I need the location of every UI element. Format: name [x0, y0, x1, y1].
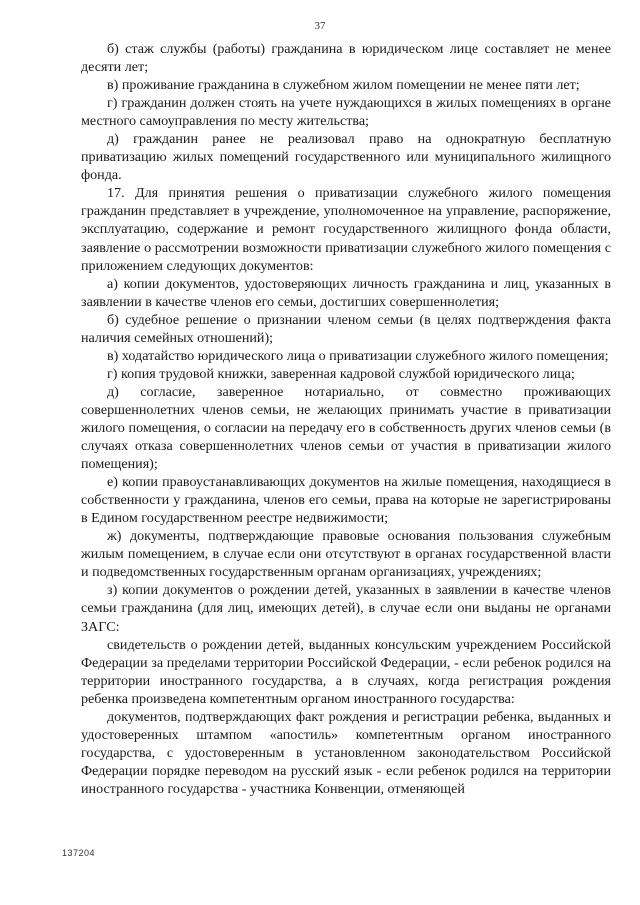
paragraph-v-residence-period: в) проживание гражданина в служебном жилом помещении не менее пяти лет;	[107, 77, 580, 94]
document-code: 137204	[62, 848, 96, 858]
paragraph-17-required-documents: 17. Для принятия решения о приватизации служебного жилого помещения гражданин представляет в учреждение, уполномоченное на управление, распоряжение, эксплуатацию, содержание и ремонт государственного жилищного фонда области, заявление о рассмотрении возможности приватизации служебного жилого помещения с приложением следующих документов:	[81, 185, 611, 274]
list-item-zh-legal-grounds: ж) документы, подтверждающие правовые основания пользования служебным жилым помещением, в случае если они отсутствуют в органах государственной власти и подведомственных государственным органам организациях, учреждениях;	[81, 528, 611, 581]
list-item-g-employment-record: г) копия трудовой книжки, заверенная кадровой службой юридического лица;	[107, 365, 575, 382]
paragraph-d-privatization-right: д) гражданин ранее не реализовал право на однократную бесплатную приватизацию жилых помещений государственного или муниципального жилищного фонда.	[81, 131, 611, 184]
list-item-d-family-consent: д) согласие, заверенное нотариально, от совместно проживающих совершеннолетних членов семьи, не желающих принимать участие в приватизации жилого помещения, о согласии на передачу его в собственность других членов семьи (в случаях отказа совершеннолетних членов семьи от участия в приватизации жилого помещения);	[81, 383, 611, 473]
subitem-consular-certificates: свидетельств о рождении детей, выданных консульским учреждением Российской Федерации за пределами территории Российской Федерации, - если ребенок родился на территории иностранного государства, а в случаях, когда регистрация рождения ребенка произведена компетентным органом иностранного государства:	[81, 636, 611, 707]
paragraph-g-housing-registration: г) гражданин должен стоять на учете нуждающихся в жилых помещениях в органе местного самоуправления по месту жительства;	[81, 95, 611, 130]
page-number: 37	[314, 20, 326, 32]
list-item-b-court-decision: б) судебное решение о признании членом семьи (в целях подтверждения факта наличия семейных отношений);	[81, 311, 611, 346]
document-body	[81, 40, 611, 798]
list-item-e-title-documents: е) копии правоустанавливающих документов на жилые помещения, находящиеся в собственности у гражданина, членов его семьи, права на которые не зарегистрированы в Едином государственном реестре недвижимости;	[81, 474, 611, 527]
subitem-apostille-documents: документов, подтверждающих факт рождения и регистрации ребенка, выданных и удостоверенных штампом «апостиль» компетентным органом иностранного государства, с удостоверенным в установленном законодательством Российской Федерации порядке переводом на русский язык - если ребенок родился на территории иностранного государства - участника Конвенции, отменяющей	[81, 708, 611, 797]
list-item-v-employer-petition: в) ходатайство юридического лица о приватизации служебного жилого помещения;	[107, 347, 609, 364]
list-item-z-birth-documents: з) копии документов о рождении детей, указанных в заявлении в качестве членов семьи гражданина (для лиц, имеющих детей), в случае если они выданы не органами ЗАГС:	[81, 582, 611, 635]
paragraph-b-service-length: б) стаж службы (работы) гражданина в юридическом лице составляет не менее десяти лет;	[81, 41, 611, 76]
list-item-a-identity-documents: а) копии документов, удостоверяющих личность гражданина и лиц, указанных в заявлении в качестве членов его семьи, достигших совершеннолетия;	[81, 275, 611, 310]
